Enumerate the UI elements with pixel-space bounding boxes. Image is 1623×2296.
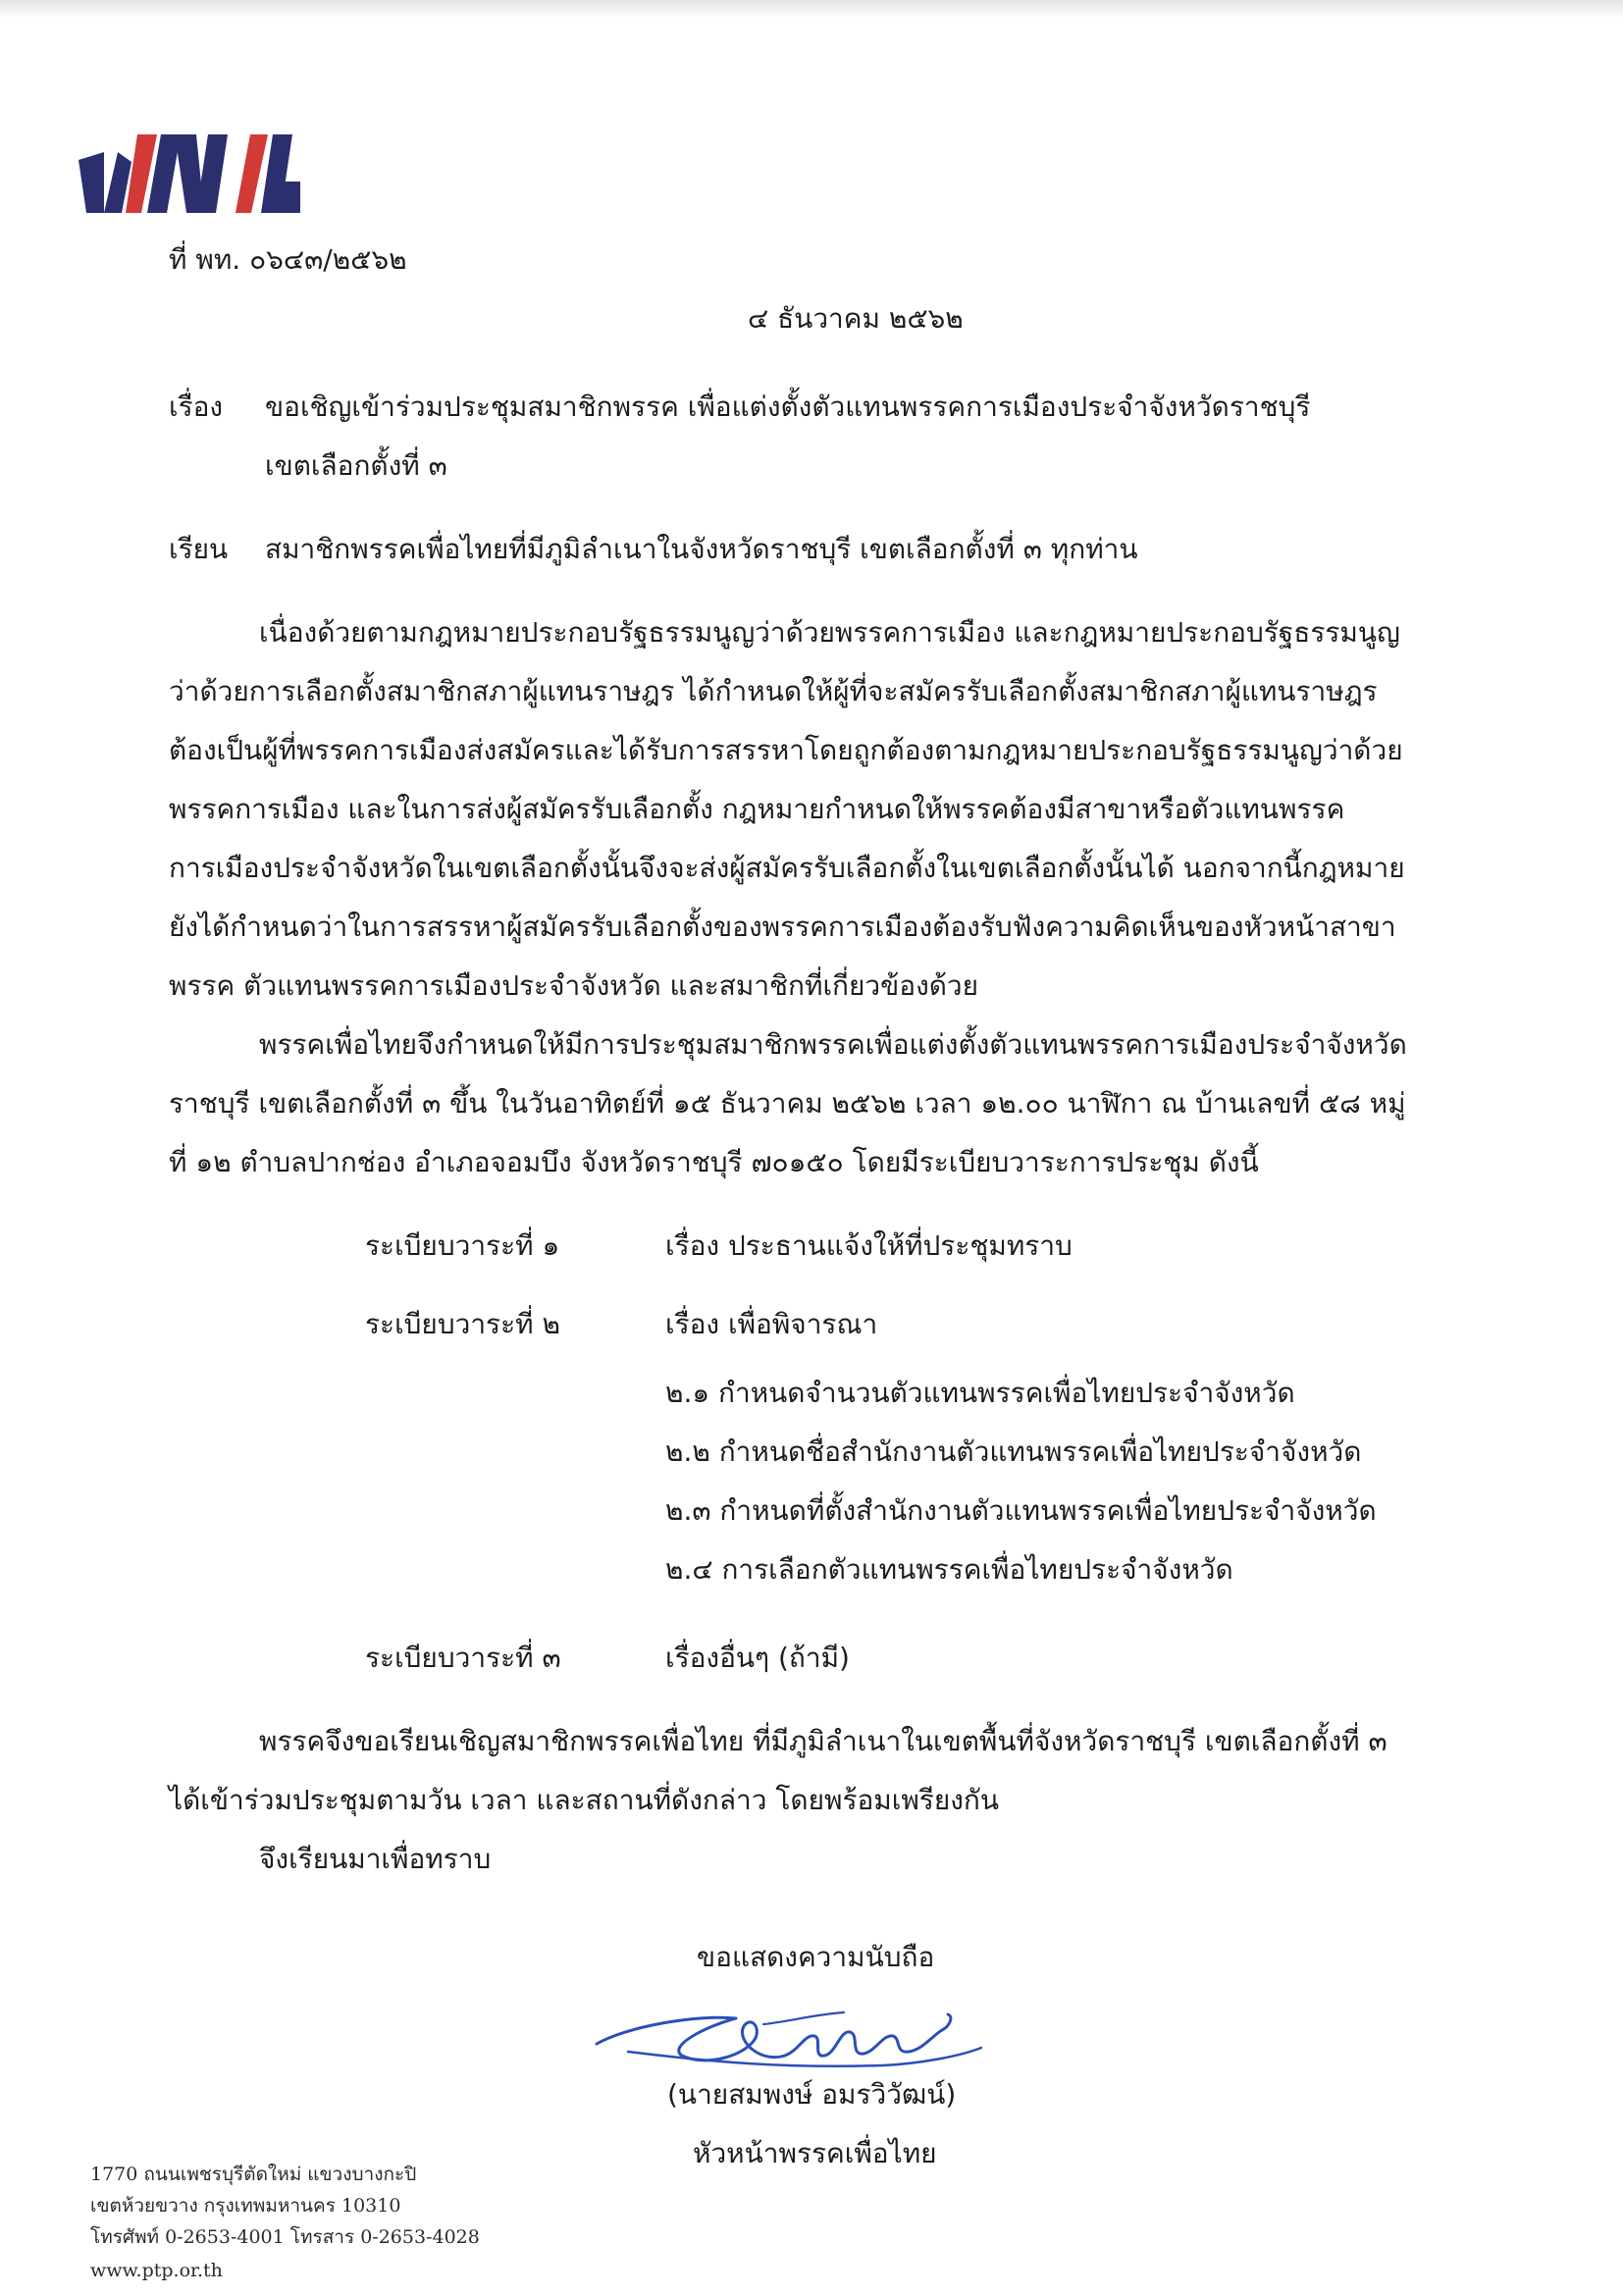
- signatory-name: (นายสมพงษ์ อมรวิวัฒน์): [667, 2078, 957, 2111]
- paragraph-meeting: [169, 1016, 1493, 1192]
- footer-website: www.ptp.or.th: [90, 2260, 223, 2281]
- footer-address-line-1: 1770 ถนนเพชรบุรีตัดใหม่ แขวงบางกะปิ: [90, 2164, 417, 2185]
- agenda-sub-item: ๒.๓ กำหนดที่ตั้งสำนักงานตัวแทนพรรคเพื่อไทยประจำจังหวัด: [665, 1494, 1377, 1527]
- subject-line-1: ขอเชิญเข้าร่วมประชุมสมาชิกพรรค เพื่อแต่งตั้งตัวแทนพรรคการเมืองประจำจังหวัดราชบุรี: [265, 391, 1311, 423]
- signatory-title: หัวหน้าพรรคเพื่อไทย: [693, 2137, 937, 2169]
- closing-line: จึงเรียนมาเพื่อทราบ: [259, 1843, 492, 1875]
- paragraph-line: ว่าด้วยการเลือกตั้งสมาชิกสภาผู้แทนราษฎร ได้กำหนดให้ผู้ที่จะสมัครรับเลือกตั้งสมาชิกสภาผู้แทนราษฎร: [169, 675, 1378, 707]
- party-logo: [79, 123, 304, 221]
- agenda-topic: เรื่องอื่นๆ (ถ้ามี): [665, 1642, 850, 1674]
- paragraph-line: ที่ ๑๒ ตำบลปากช่อง อำเภอจอมบึง จังหวัดราชบุรี ๗๐๑๕๐ โดยมีระเบียบวาระการประชุม ดังนี้: [169, 1146, 1259, 1178]
- agenda-label: ระเบียบวาระที่ ๓: [365, 1642, 561, 1674]
- agenda-topic: เรื่อง เพื่อพิจารณา: [665, 1308, 878, 1340]
- subject-label: เรื่อง: [169, 391, 224, 423]
- paragraph-line: พรรค ตัวแทนพรรคการเมืองประจำจังหวัด และสมาชิกที่เกี่ยวข้องด้วย: [169, 969, 979, 1002]
- complimentary-close: ขอแสดงความนับถือ: [697, 1941, 935, 1973]
- footer-phone: โทรศัพท์ 0-2653-4001 โทรสาร 0-2653-4028: [90, 2226, 480, 2248]
- agenda-label: ระเบียบวาระที่ ๑: [365, 1229, 560, 1262]
- recipient-label: เรียน: [169, 533, 229, 565]
- agenda-sub-item: ๒.๑ กำหนดจำนวนตัวแทนพรรคเพื่อไทยประจำจังหวัด: [665, 1377, 1295, 1409]
- letter-date: ๔ ธันวาคม ๒๕๖๒: [748, 302, 964, 335]
- agenda-sub-item: ๒.๒ กำหนดชื่อสำนักงานตัวแทนพรรคเพื่อไทยประจำจังหวัด: [665, 1435, 1362, 1468]
- paragraph-line: ต้องเป็นผู้ที่พรรคการเมืองส่งสมัครและได้รับการสรรหาโดยถูกต้องตามกฎหมายประกอบรัฐธรรมนูญว่าด้วย: [169, 734, 1403, 766]
- agenda-label: ระเบียบวาระที่ ๒: [365, 1308, 560, 1340]
- paragraph-line: พรรคการเมือง และในการส่งผู้สมัครรับเลือกตั้ง กฎหมายกำหนดให้พรรคต้องมีสาขาหรือตัวแทนพรรค: [169, 793, 1345, 825]
- reference-number: ที่ พท. ๐๖๔๓/๒๕๖๒: [169, 243, 407, 276]
- paragraph-line: ราชบุรี เขตเลือกตั้งที่ ๓ ขึ้น ในวันอาทิตย์ที่ ๑๕ ธันวาคม ๒๕๖๒ เวลา ๑๒.๐๐ นาฬิกา ณ บ้านเลขที่ ๕๘ หมู่: [169, 1087, 1406, 1120]
- agenda-sub-item: ๒.๔ การเลือกตัวแทนพรรคเพื่อไทยประจำจังหวัด: [665, 1553, 1233, 1586]
- paragraph-line: การเมืองประจำจังหวัดในเขตเลือกตั้งนั้นจึงจะส่งผู้สมัครรับเลือกตั้งในเขตเลือกตั้งนั้นได้ นอกจากนี้กฎหมาย: [169, 852, 1405, 884]
- paragraph-line: ยังได้กำหนดว่าในการสรรหาผู้สมัครรับเลือกตั้งของพรรคการเมืองต้องรับฟังความคิดเห็นของหัวหน้าสาขา: [169, 911, 1396, 943]
- paragraph-invitation: [169, 1712, 1493, 1830]
- paragraph-line: พรรคเพื่อไทยจึงกำหนดให้มีการประชุมสมาชิกพรรคเพื่อแต่งตั้งตัวแทนพรรคการเมืองประจำจังหวัด: [259, 1028, 1407, 1061]
- footer-address-line-2: เขตห้วยขวาง กรุงเทพมหานคร 10310: [90, 2195, 401, 2217]
- subject-line-2: เขตเลือกตั้งที่ ๓: [265, 449, 447, 482]
- paragraph-background: [169, 603, 1493, 1016]
- paragraph-line: เนื่องด้วยตามกฎหมายประกอบรัฐธรรมนูญว่าด้วยพรรคการเมือง และกฎหมายประกอบรัฐธรรมนูญ: [259, 616, 1400, 649]
- agenda-topic: เรื่อง ประธานแจ้งให้ที่ประชุมทราบ: [665, 1229, 1073, 1262]
- paragraph-line: พรรคจึงขอเรียนเชิญสมาชิกพรรคเพื่อไทย ที่มีภูมิลำเนาในเขตพื้นที่จังหวัดราชบุรี เขตเลือกตั้งที่ ๓: [259, 1725, 1387, 1757]
- scan-top-edge: [0, 0, 1623, 18]
- recipient-text: สมาชิกพรรคเพื่อไทยที่มีภูมิลำเนาในจังหวัดราชบุรี เขตเลือกตั้งที่ ๓ ทุกท่าน: [265, 533, 1138, 565]
- paragraph-line: ได้เข้าร่วมประชุมตามวัน เวลา และสถานที่ดังกล่าว โดยพร้อมเพรียงกัน: [169, 1784, 999, 1816]
